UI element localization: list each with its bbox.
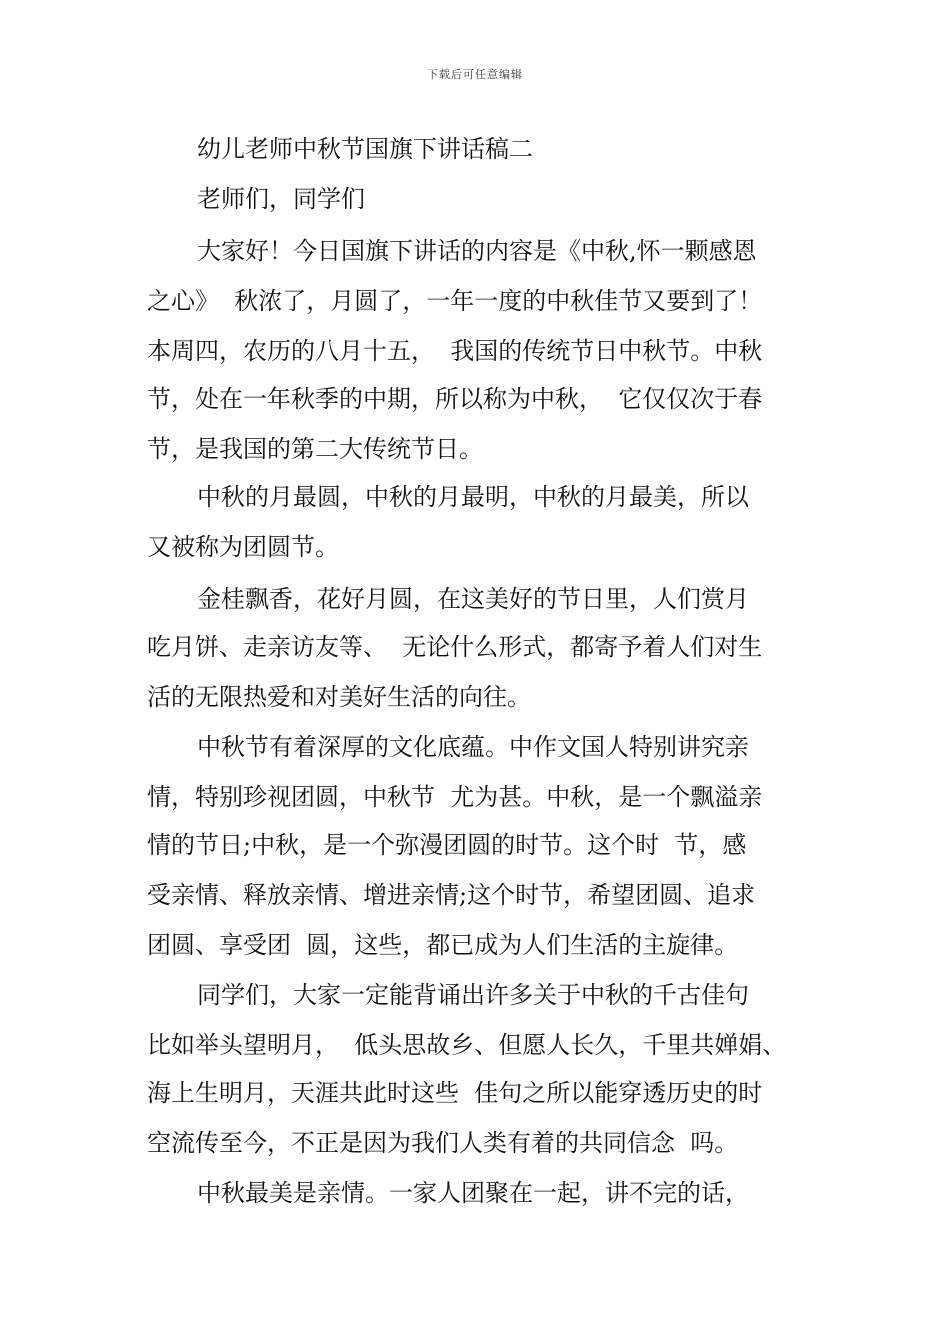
paragraph-1-line-1: 大家好！今日国旗下讲话的内容是《中秋,怀一颗感恩 [197, 237, 757, 265]
paragraph-6-line-1: 中秋最美是亲情。一家人团聚在一起，讲不完的话， [197, 1179, 749, 1207]
paragraph-1-line-5: 节，是我国的第二大传统节日。 [147, 435, 483, 463]
document-title: 幼儿老师中秋节国旗下讲话稿二 [197, 135, 533, 163]
paragraph-5-line-1: 同学们，大家一定能背诵出许多关于中秋的千古佳句 [197, 981, 749, 1009]
paragraph-5-line-2: 比如举头望明月， 低头思故乡、但愿人长久，千里共婵娟、 [147, 1031, 787, 1059]
paragraph-5-line-3: 海上生明月，天涯共此时这些 佳句之所以能穿透历史的时 [147, 1079, 763, 1107]
paragraph-1-line-2: 之心》 秋浓了，月圆了，一年一度的中秋佳节又要到了！ [147, 287, 763, 315]
paragraph-1-line-3: 本周四，农历的八月十五， 我国的传统节日中秋节。中秋 [147, 337, 763, 365]
paragraph-4-line-1: 中秋节有着深厚的文化底蕴。中作文国人特别讲究亲 [197, 733, 749, 761]
paragraph-2-line-1: 中秋的月最圆，中秋的月最明，中秋的月最美，所以 [197, 483, 749, 511]
paragraph-2-line-2: 又被称为团圆节。 [147, 533, 339, 561]
paragraph-4-line-4: 受亲情、释放亲情、增进亲情;这个时节，希望团圆、追求 [147, 881, 756, 909]
paragraph-5-line-4: 空流传至今，不正是因为我们人类有着的共同信念 吗。 [147, 1129, 739, 1157]
paragraph-1-line-4: 节，处在一年秋季的中期，所以称为中秋， 它仅仅次于春 [147, 385, 763, 413]
paragraph-4-line-3: 情的节日;中秋，是一个弥漫团圆的时节。这个时 节，感 [147, 831, 747, 859]
paragraph-3-line-3: 活的无限热爱和对美好生活的向往。 [147, 683, 531, 711]
paragraph-3-line-1: 金桂飘香，花好月圆，在这美好的节日里，人们赏月 [197, 585, 749, 613]
paragraph-4-line-2: 情，特别珍视团圆，中秋节 尤为甚。中秋，是一个飘溢亲 [147, 783, 763, 811]
header-note: 下载后可任意编辑 [427, 68, 523, 81]
paragraph-3-line-2: 吃月饼、走亲访友等、 无论什么形式，都寄予着人们对生 [147, 633, 763, 661]
salutation: 老师们，同学们 [197, 185, 365, 213]
paragraph-4-line-5: 团圆、享受团 圆，这些，都已成为人们生活的主旋律。 [147, 931, 739, 959]
